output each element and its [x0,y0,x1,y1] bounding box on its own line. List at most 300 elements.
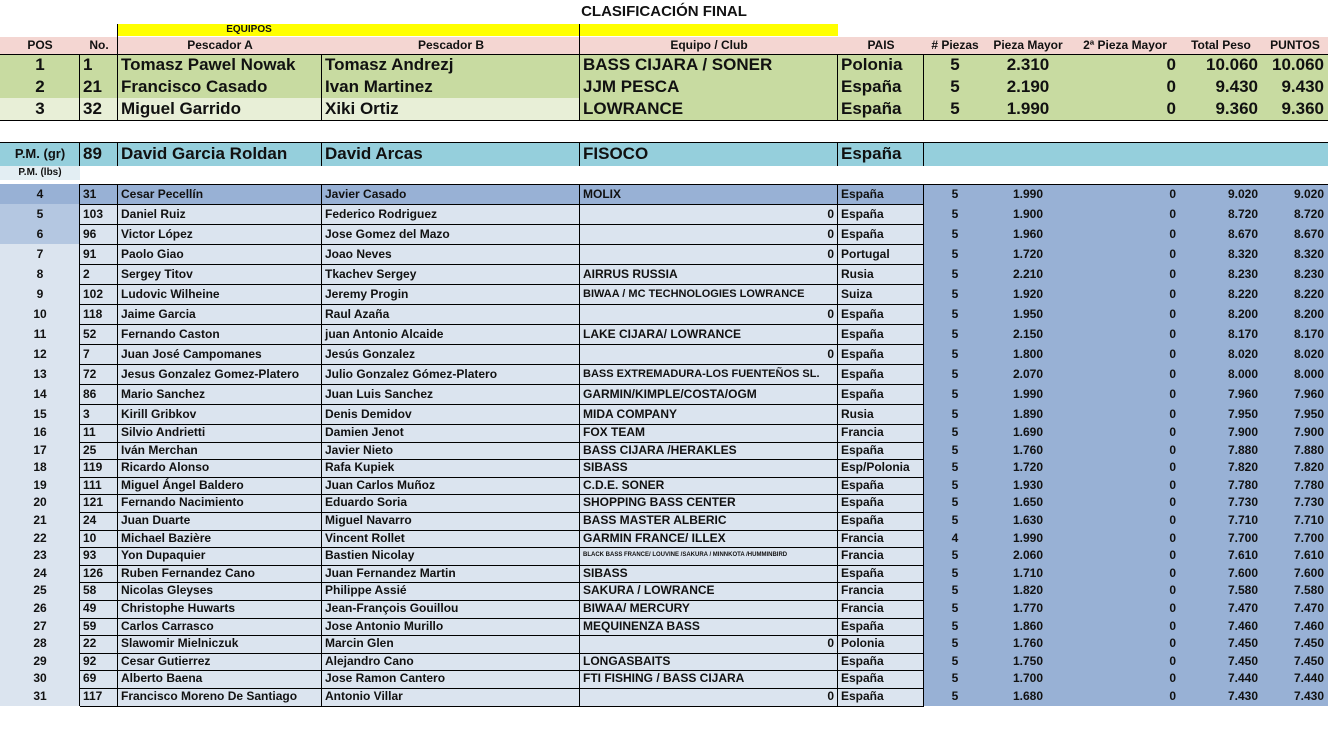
cell-pos: 28 [0,635,80,653]
cell-b: Juan Carlos Muñoz [322,477,580,495]
table-row [0,530,1328,548]
cell-b: Xiki Ortiz [322,98,580,120]
grid-line [80,264,924,265]
cell-mayor: 1.710 [986,565,1070,583]
cell-piezas: 5 [924,600,986,618]
grid-line [80,688,924,689]
cell-a: Miguel Garrido [118,98,322,120]
cell-total: 9.430 [1180,76,1262,98]
cell-piezas: 5 [924,688,986,706]
cell-pos: 17 [0,442,80,460]
cell-puntos: 8.320 [1262,244,1328,264]
cell-b: Javier Casado [322,184,580,204]
table-row [0,364,1328,384]
cell-a: Iván Merchan [118,442,322,460]
cell-no: 126 [80,565,118,583]
cell-club: 0 [580,635,838,653]
cell-b: Javier Nieto [322,442,580,460]
cell-pais: España [838,344,924,364]
cell-club: MEQUINENZA BASS [580,618,838,636]
cell-a: Sergey Titov [118,264,322,284]
grid-line [80,459,924,460]
cell-b: Jesús Gonzalez [322,344,580,364]
cell-club: BLACK BASS FRANCE/ LOUVINE /SAKURA / MINNKOTA /HUMMINBIRD [580,547,838,565]
cell-piezas: 5 [924,224,986,244]
table-row [0,264,1328,284]
cell-a: Slawomir Mielniczuk [118,635,322,653]
cell-b: Eduardo Soria [322,494,580,512]
cell-mayor: 1.820 [986,582,1070,600]
cell-piezas: 5 [924,344,986,364]
grid-line [80,565,924,566]
cell-pais: Francia [838,600,924,618]
grid-line [923,184,924,706]
cell-pos: 4 [0,184,80,204]
cell-club: BIWAA/ MERCURY [580,600,838,618]
cell-b: juan Antonio Alcaide [322,324,580,344]
cell-segunda: 0 [1070,54,1180,76]
cell-segunda: 0 [1070,688,1180,706]
cell-pais: España [838,477,924,495]
grid-line [80,706,924,707]
cell-mayor: 1.890 [986,404,1070,424]
grid-line [321,184,322,706]
cell-pais: España [838,204,924,224]
cell-puntos: 7.470 [1262,600,1328,618]
grid-line [80,600,924,601]
cell-a: Ludovic Wilheine [118,284,322,304]
cell-mayor: 1.690 [986,424,1070,442]
grid-line [923,54,924,120]
cell-total: 7.950 [1180,404,1262,424]
cell-piezas: 5 [924,477,986,495]
grid-line [80,653,924,654]
cell-segunda: 0 [1070,635,1180,653]
grid-line [79,142,80,166]
cell-pais: Suiza [838,284,924,304]
cell-club: SIBASS [580,565,838,583]
grid-line [80,618,924,619]
equipos-label: EQUIPOS [226,24,272,35]
cell-total: 7.780 [1180,477,1262,495]
cell-no: 24 [80,512,118,530]
cell-a: Kirill Gribkov [118,404,322,424]
cell-puntos: 7.610 [1262,547,1328,565]
cell-puntos: 8.020 [1262,344,1328,364]
cell-piezas: 5 [924,304,986,324]
cell-club: 0 [580,304,838,324]
cell-pais: España [838,688,924,706]
cell-pais: Francia [838,547,924,565]
cell-segunda: 0 [1070,344,1180,364]
cell-a: Daniel Ruiz [118,204,322,224]
cell-no: 117 [80,688,118,706]
cell-mayor: 1.800 [986,344,1070,364]
cell-a: Cesar Pecellín [118,184,322,204]
cell-club: SIBASS [580,459,838,477]
grid-line [80,284,924,285]
cell-mayor: 1.680 [986,688,1070,706]
table-row [0,244,1328,264]
cell-piezas: 5 [924,512,986,530]
cell-mayor: 2.150 [986,324,1070,344]
cell-piezas: 5 [924,442,986,460]
cell-piezas: 5 [924,565,986,583]
cell-segunda: 0 [1070,98,1180,120]
table-row [0,404,1328,424]
cell-club: BASS MASTER ALBERIC [580,512,838,530]
pm-cell-pais: España [841,144,902,163]
cell-mayor: 2.190 [986,76,1070,98]
cell-piezas: 5 [924,76,986,98]
cell-mayor: 1.760 [986,635,1070,653]
cell-no: 52 [80,324,118,344]
cell-pos: 9 [0,284,80,304]
cell-pos: 1 [0,54,80,76]
cell-total: 7.580 [1180,582,1262,600]
table-row [0,688,1328,706]
cell-puntos: 7.710 [1262,512,1328,530]
cell-puntos: 7.780 [1262,477,1328,495]
cell-b: Marcin Glen [322,635,580,653]
cell-total: 7.430 [1180,688,1262,706]
cell-pos: 15 [0,404,80,424]
cell-piezas: 5 [924,582,986,600]
cell-puntos: 7.900 [1262,424,1328,442]
grid-line [80,344,924,345]
cell-b: Juan Luis Sanchez [322,384,580,404]
cell-puntos: 7.450 [1262,653,1328,671]
cell-puntos: 7.880 [1262,442,1328,460]
table-row [0,653,1328,671]
cell-segunda: 0 [1070,284,1180,304]
cell-total: 8.020 [1180,344,1262,364]
cell-no: 2 [80,264,118,284]
cell-a: Francisco Casado [118,76,322,98]
cell-club: BIWAA / MC TECHNOLOGIES LOWRANCE [580,284,838,304]
cell-b: Vincent Rollet [322,530,580,548]
cell-mayor: 1.770 [986,600,1070,618]
cell-pais: España [838,442,924,460]
cell-pais: España [838,324,924,344]
pm-cell-b: David Arcas [325,144,423,163]
cell-segunda: 0 [1070,512,1180,530]
cell-piezas: 5 [924,98,986,120]
table-row [0,547,1328,565]
header-label: No. [89,38,109,52]
cell-total: 8.200 [1180,304,1262,324]
grid-line [80,404,924,405]
cell-a: Mario Sanchez [118,384,322,404]
cell-segunda: 0 [1070,600,1180,618]
table-row [0,204,1328,224]
grid-line [80,244,924,245]
cell-segunda: 0 [1070,364,1180,384]
cell-mayor: 1.960 [986,224,1070,244]
cell-segunda: 0 [1070,244,1180,264]
cell-pais: Rusia [838,404,924,424]
cell-a: Fernando Nacimiento [118,494,322,512]
cell-a: Carlos Carrasco [118,618,322,636]
cell-piezas: 5 [924,284,986,304]
grid-line [80,324,924,325]
grid-line [117,24,118,120]
cell-puntos: 7.440 [1262,670,1328,688]
cell-puntos: 9.430 [1262,76,1328,98]
grid-line [79,54,80,120]
cell-mayor: 1.700 [986,670,1070,688]
cell-mayor: 1.930 [986,477,1070,495]
cell-no: 1 [80,54,118,76]
cell-total: 7.960 [1180,384,1262,404]
cell-mayor: 1.630 [986,512,1070,530]
cell-club: GARMIN/KIMPLE/COSTA/OGM [580,384,838,404]
grid-line [923,142,924,166]
grid-line [80,477,924,478]
cell-no: 59 [80,618,118,636]
cell-mayor: 1.990 [986,384,1070,404]
cell-total: 7.700 [1180,530,1262,548]
cell-pos: 20 [0,494,80,512]
cell-no: 31 [80,184,118,204]
podium-row [0,76,1328,98]
cell-club: 0 [580,244,838,264]
cell-mayor: 2.210 [986,264,1070,284]
cell-no: 96 [80,224,118,244]
cell-pos: 7 [0,244,80,264]
cell-club: 0 [580,204,838,224]
cell-club: LOWRANCE [580,98,838,120]
cell-no: 3 [80,404,118,424]
cell-b: Ivan Martinez [322,76,580,98]
cell-total: 8.170 [1180,324,1262,344]
cell-pais: Francia [838,530,924,548]
cell-pais: Polonia [838,635,924,653]
cell-no: 72 [80,364,118,384]
cell-segunda: 0 [1070,404,1180,424]
table-row [0,304,1328,324]
header-label: # Piezas [931,38,979,52]
cell-mayor: 1.860 [986,618,1070,636]
cell-b: Tkachev Sergey [322,264,580,284]
cell-b: Damien Jenot [322,424,580,442]
cell-piezas: 5 [924,424,986,442]
cell-a: Tomasz Pawel Nowak [118,54,322,76]
grid-line [80,582,924,583]
cell-puntos: 8.170 [1262,324,1328,344]
cell-pos: 8 [0,264,80,284]
cell-total: 7.730 [1180,494,1262,512]
cell-puntos: 8.220 [1262,284,1328,304]
cell-b: Julio Gonzalez Gómez-Platero [322,364,580,384]
cell-piezas: 5 [924,547,986,565]
cell-pais: España [838,618,924,636]
cell-total: 7.610 [1180,547,1262,565]
cell-a: Ruben Fernandez Cano [118,565,322,583]
cell-mayor: 2.310 [986,54,1070,76]
cell-puntos: 8.720 [1262,204,1328,224]
cell-puntos: 9.360 [1262,98,1328,120]
cell-mayor: 2.060 [986,547,1070,565]
cell-total: 7.460 [1180,618,1262,636]
cell-a: Nicolas Gleyses [118,582,322,600]
pm-lbs-label: P.M. (lbs) [0,166,80,180]
cell-pais: España [838,494,924,512]
grid-line [0,120,1328,121]
cell-mayor: 1.950 [986,304,1070,324]
cell-pais: Portugal [838,244,924,264]
cell-piezas: 5 [924,618,986,636]
cell-a: Silvio Andrietti [118,424,322,442]
table-row [0,512,1328,530]
cell-mayor: 1.920 [986,284,1070,304]
table-row [0,494,1328,512]
cell-pos: 16 [0,424,80,442]
cell-puntos: 7.950 [1262,404,1328,424]
header-label: Pescador A [187,38,253,52]
cell-puntos: 7.820 [1262,459,1328,477]
cell-segunda: 0 [1070,442,1180,460]
cell-b: Antonio Villar [322,688,580,706]
cell-pais: España [838,384,924,404]
cell-total: 7.470 [1180,600,1262,618]
header-no [80,37,118,54]
cell-puntos: 8.200 [1262,304,1328,324]
table-row [0,477,1328,495]
grid-line [0,142,1328,143]
cell-b: Miguel Navarro [322,512,580,530]
cell-segunda: 0 [1070,384,1180,404]
cell-mayor: 1.720 [986,244,1070,264]
cell-piezas: 5 [924,264,986,284]
grid-line [80,364,924,365]
cell-club: FOX TEAM [580,424,838,442]
cell-pais: España [838,565,924,583]
header-label: PUNTOS [1270,38,1320,52]
cell-club: BASS EXTREMADURA-LOS FUENTEÑOS SL. [580,364,838,384]
cell-pais: Francia [838,582,924,600]
cell-club: LAKE CIJARA/ LOWRANCE [580,324,838,344]
grid-line [837,54,838,120]
cell-mayor: 2.070 [986,364,1070,384]
cell-no: 22 [80,635,118,653]
grid-line [837,142,838,166]
cell-club: BASS CIJARA /HERAKLES [580,442,838,460]
pm-row [0,142,1328,166]
cell-segunda: 0 [1070,565,1180,583]
cell-puntos: 8.230 [1262,264,1328,284]
cell-pos: 12 [0,344,80,364]
cell-b: Rafa Kupiek [322,459,580,477]
cell-puntos: 7.700 [1262,530,1328,548]
cell-pais: España [838,304,924,324]
table-row [0,670,1328,688]
cell-pos: 22 [0,530,80,548]
cell-b: Bastien Nicolay [322,547,580,565]
cell-pos: 14 [0,384,80,404]
cell-puntos: 7.960 [1262,384,1328,404]
cell-total: 7.600 [1180,565,1262,583]
cell-pos: 21 [0,512,80,530]
cell-segunda: 0 [1070,547,1180,565]
header-total-peso [1180,37,1262,54]
cell-club: AIRRUS RUSSIA [580,264,838,284]
cell-pais: España [838,364,924,384]
cell-a: Ricardo Alonso [118,459,322,477]
cell-a: Christophe Huwarts [118,600,322,618]
cell-no: 91 [80,244,118,264]
cell-pais: España [838,653,924,671]
cell-puntos: 8.670 [1262,224,1328,244]
cell-mayor: 1.650 [986,494,1070,512]
cell-pais: Polonia [838,54,924,76]
cell-piezas: 5 [924,404,986,424]
header-label: Pescador B [417,38,485,52]
pm-cell-label-gr: P.M. (gr) [14,146,66,161]
table-row [0,635,1328,653]
grid-line [117,184,118,706]
cell-puntos: 9.020 [1262,184,1328,204]
header-puntos [1262,37,1328,54]
table-row [0,384,1328,404]
cell-club: 0 [580,224,838,244]
cell-club: MIDA COMPANY [580,404,838,424]
cell-mayor: 1.900 [986,204,1070,224]
cell-segunda: 0 [1070,264,1180,284]
cell-pos: 13 [0,364,80,384]
cell-total: 7.450 [1180,635,1262,653]
table-row [0,618,1328,636]
cell-mayor: 1.990 [986,184,1070,204]
cell-no: 119 [80,459,118,477]
cell-piezas: 5 [924,670,986,688]
cell-segunda: 0 [1070,204,1180,224]
grid-line [80,512,924,513]
cell-total: 8.320 [1180,244,1262,264]
cell-no: 25 [80,442,118,460]
cell-a: Juan José Campomanes [118,344,322,364]
grid-line [579,24,580,120]
cell-puntos: 7.730 [1262,494,1328,512]
cell-pais: España [838,76,924,98]
cell-pais: Esp/Polonia [838,459,924,477]
cell-piezas: 5 [924,244,986,264]
pm-cell-club: FISOCO [583,144,649,163]
cell-no: 10 [80,530,118,548]
cell-a: Michael Bazière [118,530,322,548]
grid-line [80,670,924,671]
cell-club: SAKURA / LOWRANCE [580,582,838,600]
cell-b: Jose Ramon Cantero [322,670,580,688]
cell-puntos: 7.460 [1262,618,1328,636]
cell-no: 121 [80,494,118,512]
cell-no: 7 [80,344,118,364]
cell-total: 7.820 [1180,459,1262,477]
cell-total: 7.900 [1180,424,1262,442]
grid-line [80,635,924,636]
cell-piezas: 5 [924,494,986,512]
cell-a: Juan Duarte [118,512,322,530]
cell-pos: 25 [0,582,80,600]
cell-no: 49 [80,600,118,618]
cell-no: 32 [80,98,118,120]
cell-club: 0 [580,688,838,706]
cell-no: 103 [80,204,118,224]
cell-b: Philippe Assié [322,582,580,600]
grid-line [80,530,924,531]
cell-b: Denis Demidov [322,404,580,424]
grid-line [0,54,1328,55]
